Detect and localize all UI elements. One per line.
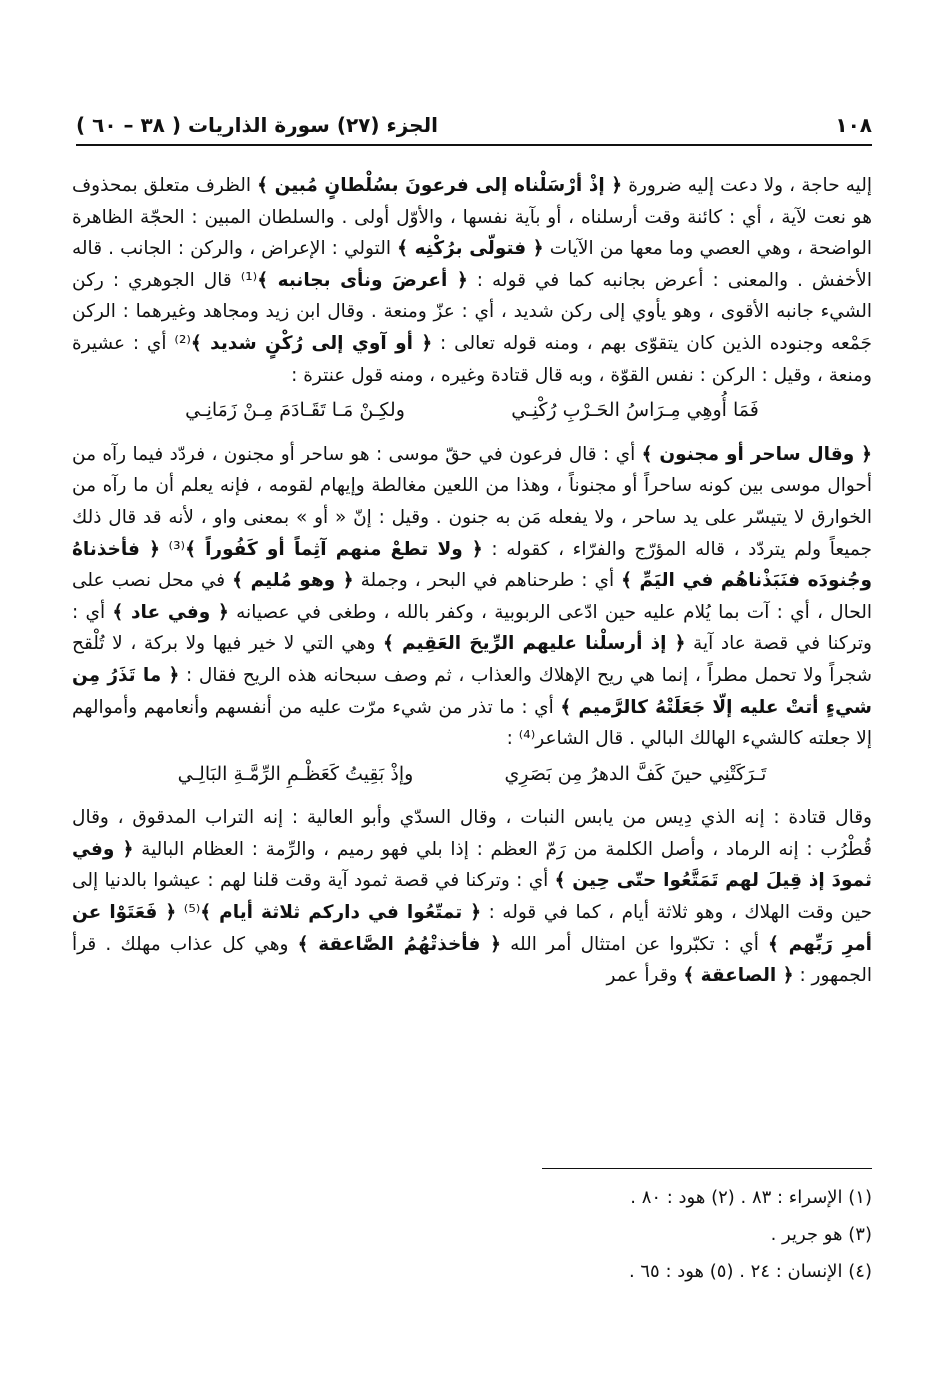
- text-run: وهي التي لا خير فيها ولا بركة ، لا تُلْقح شجراً ولا تحمل مطراً ، إنما هي ريح الإهلاك والعذاب ، ثم وصف سبحانه هذه الريح فقال :: [72, 633, 873, 686]
- header-rule: [76, 144, 872, 146]
- footnotes: [80, 1168, 872, 1298]
- verse-poet: [72, 759, 872, 791]
- quran-quote: ﴿ إذ أرسلْنا عليهم الرِّيحَ العَقِيم ﴾: [383, 633, 686, 655]
- page-number: ١٠٨: [835, 113, 872, 137]
- verse-hemistich: ولكِـنْ مَـا تَقَـادَمَ مِـنْ زَمَانِـي: [185, 399, 405, 422]
- text-run: أي : وتركنا في قصة ثمود آية وقت قلنا لهم : عيشوا بالدنيا إلى حين وقت الهلاك ، وهو ثلاثة أيام ، كما في قوله :: [72, 870, 873, 924]
- text-run: التولي : الإعراض ، والركن : الجانب . قاله الأخفش . والمعنى : أعرض بجانبه كما في قوله :: [72, 238, 872, 291]
- quran-quote: ﴿ ولا تطعْ منهم آثِماً أو كَفُوراً ﴾: [185, 538, 483, 560]
- quran-quote: ﴿ وقال ساحر أو مجنون ﴾: [641, 443, 872, 465]
- footnote-line: (٣) هو جرير .: [770, 1224, 872, 1245]
- text-run: ⁽³⁾: [159, 538, 186, 560]
- running-title: الجزء (٢٧) سورة الذاريات ( ٣٨ – ٦٠ ): [76, 113, 438, 137]
- quran-quote: ﴿ فَعَتَوْا عن أمرِ رَبِّهم ﴾: [72, 902, 873, 955]
- paragraph-3: [72, 802, 872, 992]
- quran-quote: ﴿ الصاعقة ﴾: [683, 965, 794, 987]
- quran-quote: ﴿ فأخذناهُ وجُنودَه فنَبَذْناهُم في اليَمِّ ﴾: [72, 538, 872, 592]
- page-header: [76, 108, 872, 142]
- quran-quote: ﴿ وفي عاد ﴾: [112, 601, 229, 623]
- text-run: وقال قتادة : إنه الذي دِيس من يابس النبات ، وقال السدّي وأبو العالية : إنه التراب المدقوق ، وقال قُطْرُب : إنه الرماد ، وأصل الكلمة من رَمّ العظم : إذا بلي فهو رميم ، والرِّمة : العظام البالية: [72, 807, 872, 860]
- quran-quote: ﴿ وهو مُليم ﴾: [232, 570, 354, 592]
- quran-quote: ﴿ فتولّى برُكْنِه ﴾: [397, 238, 544, 260]
- quran-quote: ﴿ أعرضَ ونأى بجانبه ﴾: [257, 269, 468, 291]
- text-run: ⁽²⁾ أي : عشيرة ومنعة ، وقيل : الركن : نفس القوّة ، وبه قال قتادة وغيره ، ومنه قول عنترة :: [72, 332, 872, 386]
- text-run: وقرأ عمر: [606, 965, 684, 987]
- footnote-line: (١) الإسراء : ٨٣ . (٢) هود : ٨٠ .: [630, 1187, 872, 1208]
- text-run: ⁽¹⁾ قال الجوهري : ركن الشيء جانبه الأقوى ، وهو يأوي إلى ركن شديد ، أي : عزّ ومنعة . وقال ابن زيد ومجاهد وغيرهما : الركن جَمْعه وجنوده الذين كان يتقوّى بهم ، ومنه قوله تعالى :: [72, 269, 872, 354]
- verse-hemistich: فَمَا أُوهِي مِـرَاسُ الحَـرْبِ رُكْنِـي: [511, 399, 759, 422]
- text-run: الظرف متعلق بمحذوف هو نعت لآية ، أي : كائنة وقت أرسلناه ، أو بآية نفسها ، والأوّل أولى . والسلطان المبين : الحجّة الظاهرة الواضحة ، وهي العصي وما معها من الآيات: [72, 175, 873, 260]
- text-run: أي : قال فرعون في حقّ موسى : هو ساحر أو مجنون ، فردّد فيما رآه من أحوال موسى بين كونه ساحراً أو مجنوناً ، وهذا من اللعين مغالطة وإيهام لقومه ، فإنه يعلم أن ما رآه من الخوارق لا يتيسّر على يد ساحر ، ولا يفعله مَن به جنون . وقيل : إنّ « أو » بمعنى واو ، لأنه قد قال ذلك جميعاً ولم يتردّد ، قاله المؤرّج والفرّاء ، كقوله :: [72, 443, 872, 560]
- text-run: أي : ما تذر من شيء مرّت عليه من أنفسهم وأنعامهم وأموالهم إلا جعلته كالشيء الهالك البالي . قال الشاعر⁽⁴⁾ :: [72, 696, 872, 750]
- verse-antara: [72, 395, 872, 427]
- text-run: في محل نصب على الحال ، أي : آت بما يُلام عليه حين ادّعى الربوبية ، وكفر بالله ، وطغى في عصيانه: [72, 570, 872, 623]
- footnote-line: (٤) الإنسان : ٢٤ . (٥) هود : ٦٥ .: [628, 1261, 872, 1282]
- footnote-rule: [542, 1168, 872, 1169]
- quran-quote: ﴿ تمتّعُوا في داركم ثلاثة أيام ﴾: [200, 902, 482, 924]
- text-run: وهي كل عذاب مهلك . قرأ الجمهور :: [72, 933, 872, 987]
- text-run: ⁽⁵⁾: [176, 902, 201, 924]
- paragraph-1: [72, 170, 872, 391]
- quran-quote: ﴿ أو آوي إلى رُكْنٍ شديد ﴾: [190, 332, 433, 354]
- text-run: أي : وتركنا في قصة عاد آية: [72, 601, 872, 655]
- text-run: إليه حاجة ، ولا دعت إليه ضرورة: [622, 175, 872, 196]
- text-run: أي : تكبّروا عن امتثال أمر الله: [500, 933, 769, 955]
- quran-quote: ﴿ إذْ أرْسَلْناه إلى فرعونَ بسُلْطانٍ مُبين ﴾: [257, 175, 623, 196]
- quran-quote: ﴿ ما تَذَرُ مِن شيءٍ أتتْ عليه إلّا جَعَلَتْهُ كالرَّميم ﴾: [72, 664, 872, 718]
- text-run: أي : طرحناهم في البحر ، وجملة: [353, 570, 622, 592]
- paragraph-2: [72, 439, 872, 755]
- quran-quote: ﴿ فأخذتْهُمُ الصَّاعقة ﴾: [297, 933, 501, 955]
- verse-hemistich: وإذْ بَقِيتُ كَعَظْـمِ الرِّمَّـةِ البَالِـي: [177, 762, 414, 785]
- verse-hemistich: تَـرَكَتْنِي حينَ كَفَّ الدهرُ مِن بَصَرِي: [504, 762, 767, 785]
- main-text: [72, 170, 872, 992]
- quran-quote: ﴿ وفي ثمودَ إذ قِيلَ لهم تَمَتَّعُوا حتّى حِين ﴾: [72, 838, 872, 892]
